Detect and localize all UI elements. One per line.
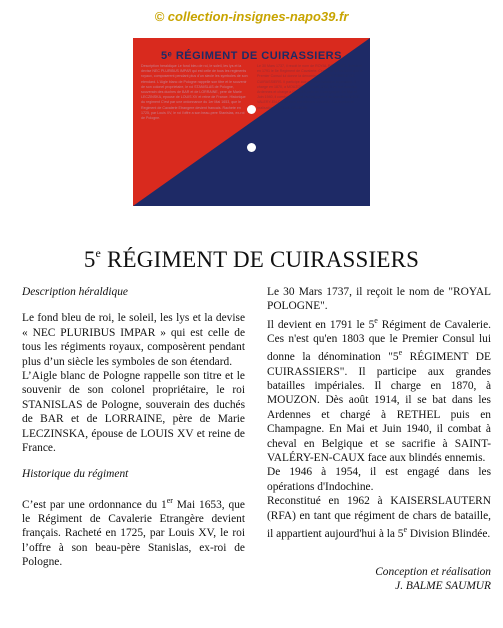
card-hole-lower (247, 143, 256, 152)
left-column (22, 285, 245, 570)
paragraph-royal-pologne: Le 30 Mars 1737, il reçoit le nom de "ROYAL POLOGNE". (267, 286, 491, 313)
paragraph-eagle: L’Aigle blanc de Pologne rappelle son titre et le souvenir de son colonel propriétaire, le roi STANISLAS de Pologne, souverain des duchés de BAR et de LORRAINE, père de Marie LECZINSKA, épouse de LOUIS XV et reine de France. (22, 370, 245, 455)
card-text-right: Le 30 Mars 1737, il recoit le nom de ROYAL POLOGNE. Il devient en 1791 le 5e Regiment de Cavalerie. Ces n'est qu'en 1803 que le Premier Consul lui donne la denomination 5e REGIMENT DE CUIRASSIERS. Il participe aux grandes batailles imperiales. Il charge en 1870, a MOUZON. Des aout 1914, il se bat dans les Ardennes et charge a RETHEL puis en Champagne. En Mai et Juin 1940, il combat a cheval en Belgique et se sacrifie a SAINT-VALERY-EN-CAUX face aux blindes ennemis. Conception et realisation J. BALME SAUMUR (257, 64, 363, 110)
title-number: 5 (83, 247, 96, 272)
right-column (267, 285, 491, 541)
insignia-card (133, 38, 370, 206)
paragraph-kaiserslautern: Reconstitué en 1962 à KAISERSLAUTERN (RFA) en tant que régiment de chars de bataille, il appartient aujourd'hui à la 5e Division Blindée. (267, 495, 491, 540)
watermark: © collection-insignes-napo39.fr (154, 9, 349, 24)
card-title: 5ᵉ RÉGIMENT DE CUIRASSIERS (161, 50, 342, 62)
page-title (0, 246, 503, 273)
title-text: RÉGIMENT DE CUIRASSIERS (101, 247, 420, 272)
paragraph-history: C’est par une ordonnance du 1er Mai 1653, que le Régiment de Cavalerie Etrangère devient français. Racheté en 1725, par Louis XV, le roi l’offre à son beau-père Stanislas, ex-roi de Pologne. (22, 495, 245, 569)
heading-description: Description héraldique (22, 286, 128, 298)
paragraph-blazon: Le fond bleu de roi, le soleil, les lys et la devise « NEC PLURIBUS IMPAR » qui est celle de tous les régiments royaux, composèrent pendant plus d’un siècle les symboles de son étendard. (22, 312, 245, 368)
card-text-left: Description heraldique Le fond bleu de roi, le soleil, les lys et la devise NEC PLURIBUS IMPAR qui est celle de tous les regiments royaux, composerent pendant plus d'un siecle les symboles de son etendard. L'Aigle blanc de Pologne rappelle son titre et le souvenir de son colonel proprietaire, le roi STANISLAS de Pologne, souverain des duches de BAR et de LORRAINE, pere de Marie LECZINSKA, epouse de LOUIS XV et reine de France. Historique du regiment C'est par une ordonnance du 1er Mai 1653, que le Regiment de Cavalerie Etrangere devient francais. Rachete en 1725, par Louis XV, le roi l'offre a son beau-pere Stanislas, ex-roi de Pologne. (141, 64, 248, 121)
title-suffix: e (95, 246, 102, 260)
heading-history: Historique du régiment (22, 468, 129, 481)
card-hole-upper (247, 105, 256, 114)
credit-label: Conception et réalisation (375, 566, 491, 578)
paragraph-indochine: De 1946 à 1954, il est engagé dans les opérations d'Indochine. (267, 466, 491, 493)
credit-author: J. BALME SAUMUR (395, 580, 491, 593)
credit (375, 565, 491, 594)
paragraph-regiment-history: Il devient en 1791 le 5e Régiment de Cavalerie. Ces n'est qu'en 1803 que le Premier Consul lui donne la dénomination "5e RÉGIMENT DE CUIRASSIERS". Il participe aux grandes batailles impériales. Il charge en 1870, à MOUZON. Dès août 1914, il se bat dans les Ardennes et chargé à RETHEL puis en Champagne. En Mai et Juin 1940, il combat à cheval en Belgique et se sacrifie à SAINT-VALÉRY-EN-CAUX face aux blindés ennemis. (267, 315, 491, 465)
